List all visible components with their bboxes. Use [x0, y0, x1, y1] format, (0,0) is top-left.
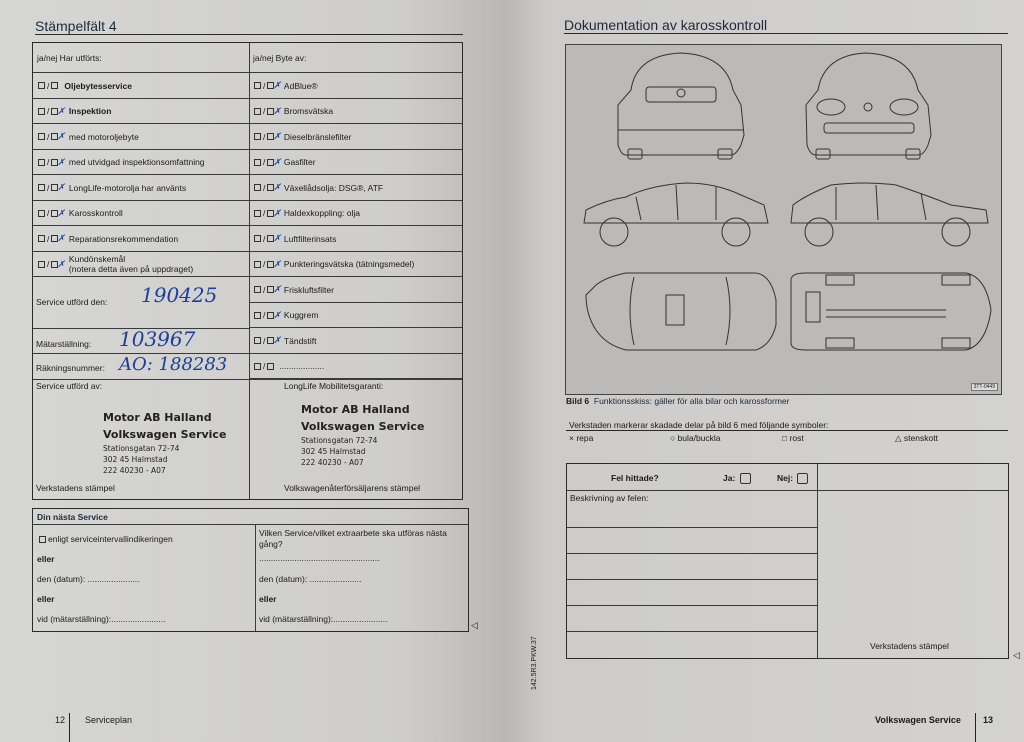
table-row: [33, 226, 462, 252]
check-item-left[interactable]: / ✗ med motoroljebyte: [36, 124, 139, 150]
check-item-right[interactable]: / ✗ AdBlue®: [252, 73, 318, 99]
workshop-stamp: Motor AB Halland Volkswagen Service Stationsgatan 72-74 302 45 Halmstad 222 40230 - A07: [103, 411, 227, 475]
instruction-text: Verkstaden markerar skadade delar på bild 6 med följande symboler:: [569, 420, 829, 430]
symbol-icon: ○: [670, 433, 676, 443]
service-date-label: Service utförd den:: [36, 297, 108, 307]
performed-by-label: Service utförd av:: [36, 381, 103, 391]
page-title: Stämpelfält 4: [35, 18, 117, 34]
check-item-left[interactable]: / ✗ Reparationsrekommendation: [36, 226, 178, 252]
title-rule: [35, 34, 463, 35]
check-item-right[interactable]: / ✗ Bromsvätska: [252, 99, 333, 125]
table-header: [33, 43, 462, 73]
workshop-stamp-label: Verkstadens stämpel: [36, 483, 115, 493]
page-number-right: 13: [983, 715, 994, 725]
car-front-view-icon: [806, 53, 931, 159]
check-item-left[interactable]: / ✗ med utvidgad inspektionsomfattning: [36, 150, 205, 176]
arrow-icon: ◁: [1013, 650, 1020, 660]
check-item-left[interactable]: / Oljebytesservice: [36, 73, 132, 99]
interval-option[interactable]: enligt serviceintervallindikeringen: [37, 534, 173, 544]
table-row: [33, 73, 462, 99]
faults-question: Fel hittade?: [611, 473, 659, 483]
check-item-left[interactable]: / ✗ LongLife-motorolja har använts: [36, 175, 186, 201]
car-top-view-icon: [586, 273, 776, 350]
footer-label-right: Volkswagen Service: [875, 715, 961, 725]
symbol-legend-item: ○ bula/buckla: [670, 433, 721, 443]
yes-checkbox[interactable]: Ja:: [723, 473, 753, 484]
check-item-left[interactable]: / ✗ Kundönskemål (notera detta även på uppdraget): [36, 252, 193, 278]
dealer-stamp-label: Volkswagenåterförsäljarens stämpel: [284, 483, 421, 493]
check-item-right[interactable]: / ✗ Punkteringsvätska (tätningsmedel): [252, 252, 414, 278]
next-odometer-field[interactable]: vid (mätarställning):.......................: [37, 614, 166, 624]
next-date-field-2[interactable]: den (datum): ......................: [259, 574, 362, 584]
symbol-legend-item: △ stenskott: [895, 433, 938, 443]
check-item-right[interactable]: / ✗ Tändstift: [252, 328, 317, 353]
check-item-right[interactable]: / ...................: [252, 354, 324, 379]
no-checkbox[interactable]: Nej:: [777, 473, 810, 484]
check-item-right[interactable]: / ✗ Haldexkoppling: olja: [252, 201, 360, 227]
table-row: [33, 99, 462, 125]
table-row: [33, 252, 462, 278]
car-rear-view-icon: [618, 53, 744, 159]
car-right-side-view-icon: [791, 183, 988, 246]
arrow-icon: ◁: [471, 620, 478, 630]
invoice-label: Räkningsnummer:: [36, 363, 105, 373]
faults-table: [566, 463, 1009, 659]
workshop-stamp-label-right: Verkstadens stämpel: [870, 641, 949, 651]
next-service-title: Din nästa Service: [37, 511, 108, 522]
invoice-value[interactable]: AO: 188283: [119, 354, 228, 375]
symbol-icon: ×: [569, 433, 574, 443]
next-odometer-field-2[interactable]: vid (mätarställning):.......................: [259, 614, 388, 624]
check-item-right[interactable]: / ✗ Gasfilter: [252, 150, 316, 176]
symbol-legend-item: × repa: [569, 433, 594, 443]
symbol-icon: △: [895, 433, 902, 443]
next-date-field[interactable]: den (datum): ......................: [37, 574, 140, 584]
check-item-right[interactable]: / ✗ Kuggrem: [252, 303, 318, 328]
figure-caption: Bild 6 Funktionsskiss: gäller för alla bilar och karossformer: [566, 396, 790, 406]
check-item-right[interactable]: / ✗ Friskluftsfilter: [252, 277, 334, 302]
odometer-label: Mätarställning:: [36, 339, 92, 349]
check-item-right[interactable]: / ✗ Luftfilterinsats: [252, 226, 336, 252]
car-underside-view-icon: [791, 273, 991, 350]
symbol-icon: □: [782, 433, 788, 443]
col2-header: ja/nej Byte av:: [253, 53, 307, 63]
check-item-right[interactable]: / ✗ Dieselbränslefilter: [252, 124, 351, 150]
col1-header: ja/nej Har utförts:: [37, 53, 102, 63]
next-service-box: Din nästa Service enligt serviceintervallindikeringen eller den (datum): ...................... eller vid (mätarställning):....................... Vilken Service/vilket extraarbete ska utföras nästa gång? ................................................... den (datum): ...................... eller vid (mätarställning):.......................: [32, 508, 469, 632]
dealer-stamp: Motor AB Halland Volkswagen Service Stationsgatan 72-74 302 45 Halmstad 222 40230 - A07: [301, 403, 425, 467]
table-row: [33, 150, 462, 176]
footer-label: Serviceplan: [85, 715, 133, 725]
stamp-table: [32, 42, 463, 500]
service-date-value[interactable]: 190425: [141, 283, 218, 307]
table-row: [33, 124, 462, 150]
table-row: [33, 175, 462, 201]
page-title-right: Dokumentation av karosskontroll: [564, 17, 768, 33]
symbol-legend-item: □ rost: [782, 433, 804, 443]
odometer-value[interactable]: 103967: [119, 327, 196, 351]
description-label: Beskrivning av felen:: [570, 493, 649, 503]
table-row: [33, 201, 462, 227]
page-number: 12: [55, 715, 66, 725]
longlife-label: LongLife Mobilitetsgaranti:: [284, 381, 384, 391]
next-work-field[interactable]: ...................................................: [259, 553, 380, 563]
check-item-right[interactable]: / ✗ Växellådsolja: DSG®, ATF: [252, 175, 383, 201]
check-item-left[interactable]: / ✗ Karosskontroll: [36, 201, 123, 227]
car-left-side-view-icon: [584, 183, 768, 246]
car-diagram: [565, 44, 1002, 395]
next-work-question: Vilken Service/vilket extraarbete ska utföras nästa gång?: [259, 528, 447, 549]
check-item-left[interactable]: / ✗ Inspektion: [36, 99, 111, 125]
figure-code: 3TT-0449: [971, 383, 998, 391]
side-code: 142.5R3.PKW.37: [531, 636, 538, 690]
